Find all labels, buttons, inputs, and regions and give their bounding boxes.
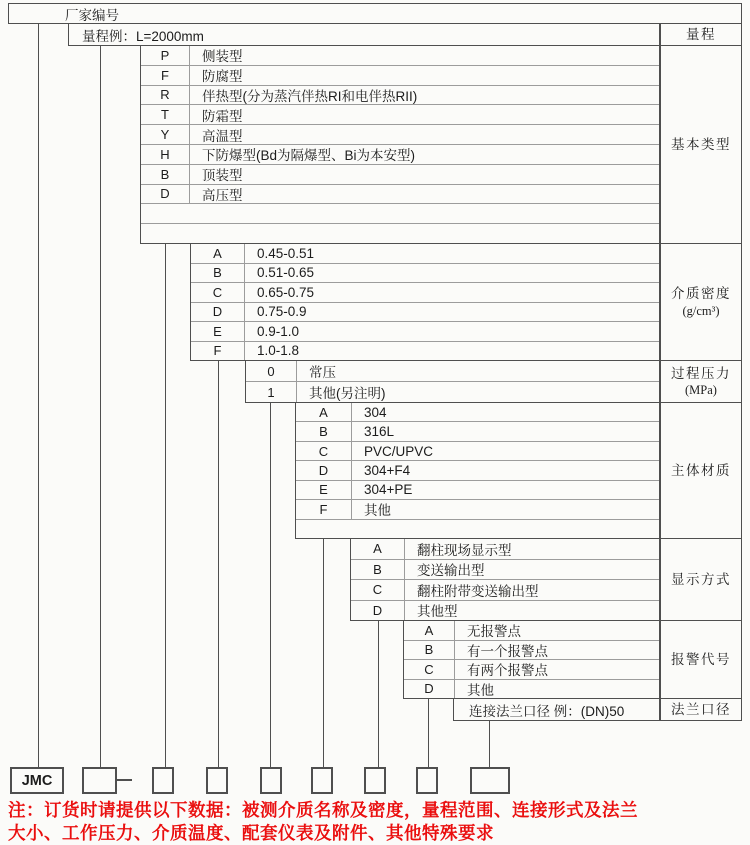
section-label: 基本类型 bbox=[671, 136, 731, 152]
desc-cell: 翻柱现场显示型 bbox=[404, 539, 659, 559]
desc-cell: 伴热型(分为蒸汽伴热RI和电伴热RII) bbox=[189, 86, 659, 105]
code-cell: 1 bbox=[267, 384, 275, 400]
table-row bbox=[191, 282, 659, 302]
connector-line-range bbox=[100, 45, 101, 767]
code-cell: D bbox=[160, 186, 170, 202]
label-cell-basic-type bbox=[660, 45, 742, 244]
desc-cell: PVC/UPVC bbox=[351, 442, 659, 460]
code-cell: C bbox=[318, 443, 329, 459]
table-row bbox=[191, 341, 659, 361]
section-body-material bbox=[295, 402, 660, 539]
empty-cell bbox=[141, 224, 659, 243]
model-code-box-flange-size bbox=[470, 767, 510, 794]
code-cell: A bbox=[424, 622, 434, 638]
desc-cell: 高温型 bbox=[189, 125, 659, 144]
table-row bbox=[191, 302, 659, 322]
model-code-box-display-mode bbox=[364, 767, 386, 794]
table-row bbox=[296, 403, 659, 421]
code-cell: F bbox=[213, 343, 222, 359]
section-label: 过程压力 bbox=[671, 365, 731, 381]
code-cell: B bbox=[213, 265, 222, 281]
table-row bbox=[351, 579, 659, 600]
code-cell: B bbox=[424, 642, 434, 658]
code-cell: A bbox=[213, 245, 222, 261]
model-code-box-process-pressure bbox=[260, 767, 282, 794]
connector-line-medium-density bbox=[218, 360, 219, 767]
factory-code-cell: 厂家编号 bbox=[8, 3, 742, 24]
desc-cell: 无报警点 bbox=[454, 621, 659, 640]
label-cell-medium-density bbox=[660, 243, 742, 361]
section-display-mode bbox=[350, 538, 660, 621]
table-row bbox=[141, 104, 659, 124]
section-label: 法兰口径 bbox=[671, 701, 731, 717]
section-flange-size bbox=[453, 698, 660, 721]
label-cell-body-material bbox=[660, 402, 742, 539]
connector-line-alarm-code bbox=[428, 698, 429, 767]
label-cell-flange-size bbox=[660, 698, 742, 721]
label-cell-range bbox=[660, 23, 742, 46]
label-cell-alarm-code bbox=[660, 620, 742, 699]
desc-cell: 0.51-0.65 bbox=[244, 264, 659, 283]
desc-cell: 304+F4 bbox=[351, 461, 659, 479]
connector-line-display-mode bbox=[378, 620, 379, 767]
code-cell: P bbox=[160, 47, 170, 63]
desc-cell: 变送输出型 bbox=[404, 560, 659, 580]
table-row bbox=[141, 223, 659, 243]
ordering-note-line1: 注：订货时请提供以下数据：被测介质名称及密度，量程范围、连接形式及法兰 bbox=[8, 800, 638, 820]
table-row bbox=[404, 640, 659, 660]
desc-cell: 高压型 bbox=[189, 185, 659, 204]
code-cell: D bbox=[318, 462, 329, 478]
code-cell: B bbox=[373, 561, 382, 577]
desc-cell: 其他(另注明) bbox=[296, 382, 659, 402]
section-sublabel: (MPa) bbox=[685, 383, 717, 398]
code-cell: 0 bbox=[267, 363, 275, 379]
model-code-box-basic-type bbox=[152, 767, 174, 794]
section-process-pressure bbox=[245, 360, 660, 403]
table-row bbox=[296, 441, 659, 460]
desc-cell: 0.45-0.51 bbox=[244, 244, 659, 263]
code-cell: F bbox=[161, 67, 169, 83]
table-row bbox=[141, 144, 659, 164]
table-row bbox=[404, 621, 659, 640]
code-cell: H bbox=[160, 146, 170, 162]
desc-cell: 侧装型 bbox=[189, 46, 659, 65]
desc-cell: 0.75-0.9 bbox=[244, 303, 659, 322]
model-prefix-box: JMC bbox=[10, 767, 64, 794]
model-code-box-body-material bbox=[311, 767, 333, 794]
ordering-note bbox=[8, 799, 748, 845]
desc-cell: 304 bbox=[351, 403, 659, 421]
section-sublabel: (g/cm³) bbox=[682, 303, 720, 318]
code-cell: B bbox=[319, 424, 328, 440]
desc-cell: 防腐型 bbox=[189, 66, 659, 85]
table-row bbox=[296, 460, 659, 479]
code-cell: T bbox=[161, 107, 169, 123]
desc-cell: 常压 bbox=[296, 361, 659, 381]
desc-cell: 翻柱附带变送输出型 bbox=[404, 580, 659, 600]
model-code-box-medium-density bbox=[206, 767, 228, 794]
table-row bbox=[141, 65, 659, 85]
code-cell: E bbox=[213, 323, 222, 339]
section-label: 介质密度 bbox=[671, 286, 731, 302]
table-row bbox=[141, 164, 659, 184]
section-basic-type bbox=[140, 45, 660, 244]
desc-cell: 0.9-1.0 bbox=[244, 322, 659, 341]
desc-cell: 其他 bbox=[454, 680, 659, 699]
section-label: 量程 bbox=[686, 26, 716, 42]
section-label: 主体材质 bbox=[671, 462, 731, 478]
table-row bbox=[296, 499, 659, 518]
code-cell: E bbox=[319, 482, 328, 498]
desc-cell: 316L bbox=[351, 422, 659, 440]
section-label: 报警代号 bbox=[671, 651, 731, 667]
code-cell: C bbox=[212, 284, 223, 300]
table-row bbox=[141, 124, 659, 144]
connector-line-factory-code bbox=[38, 23, 39, 767]
table-row bbox=[454, 699, 659, 720]
section-alarm-code bbox=[403, 620, 660, 699]
connector-line-body-material bbox=[323, 538, 324, 767]
table-row bbox=[141, 184, 659, 204]
table-row bbox=[404, 679, 659, 699]
table-row bbox=[296, 421, 659, 440]
table-row bbox=[296, 519, 659, 538]
table-row bbox=[296, 480, 659, 499]
desc-cell: 其他型 bbox=[404, 601, 659, 621]
table-row bbox=[351, 539, 659, 559]
label-cell-display-mode bbox=[660, 538, 742, 621]
table-row bbox=[191, 244, 659, 263]
desc-cell: 有两个报警点 bbox=[454, 660, 659, 679]
table-row bbox=[141, 46, 659, 65]
code-cell: B bbox=[160, 166, 170, 182]
connector-line-basic-type bbox=[165, 243, 166, 767]
table-row bbox=[191, 321, 659, 341]
table-row bbox=[404, 659, 659, 679]
desc-cell: 连接法兰口径 例：(DN)50 bbox=[469, 703, 625, 719]
dash-separator bbox=[117, 779, 132, 781]
section-label: 显示方式 bbox=[671, 571, 731, 587]
code-cell: F bbox=[319, 501, 328, 517]
desc-cell: 1.0-1.8 bbox=[244, 342, 659, 361]
model-code-box-range bbox=[82, 767, 117, 794]
desc-cell: 下防爆型(Bd为隔爆型、Bi为本安型) bbox=[189, 145, 659, 164]
desc-cell: 顶装型 bbox=[189, 165, 659, 184]
code-cell: D bbox=[212, 304, 223, 320]
connector-line-flange-size bbox=[489, 720, 490, 767]
table-row bbox=[141, 203, 659, 223]
desc-cell: 0.65-0.75 bbox=[244, 283, 659, 302]
label-cell-process-pressure bbox=[660, 360, 742, 403]
table-row bbox=[246, 361, 659, 381]
table-row bbox=[351, 600, 659, 621]
code-cell: A bbox=[373, 541, 382, 557]
desc-cell: 有一个报警点 bbox=[454, 641, 659, 660]
empty-cell bbox=[296, 520, 659, 538]
code-cell: C bbox=[424, 661, 434, 677]
ordering-note-line2: 大小、工作压力、介质温度、配套仪表及附件、其他特殊要求 bbox=[8, 823, 494, 843]
model-code-box-alarm-code bbox=[416, 767, 438, 794]
empty-cell bbox=[141, 204, 659, 223]
code-cell: R bbox=[160, 87, 170, 103]
table-row bbox=[246, 381, 659, 402]
code-cell: D bbox=[424, 681, 434, 697]
code-cell: C bbox=[372, 582, 383, 598]
range-example-cell: 量程例：L=2000mm bbox=[68, 23, 660, 46]
code-cell: Y bbox=[160, 127, 170, 143]
table-row bbox=[141, 85, 659, 105]
desc-cell: 304+PE bbox=[351, 481, 659, 499]
desc-cell: 防霜型 bbox=[189, 105, 659, 124]
table-row bbox=[191, 263, 659, 283]
code-cell: D bbox=[372, 602, 383, 618]
code-cell: A bbox=[319, 404, 328, 420]
table-row bbox=[351, 559, 659, 580]
section-medium-density bbox=[190, 243, 660, 361]
desc-cell: 其他 bbox=[351, 500, 659, 518]
connector-line-process-pressure bbox=[270, 402, 271, 767]
